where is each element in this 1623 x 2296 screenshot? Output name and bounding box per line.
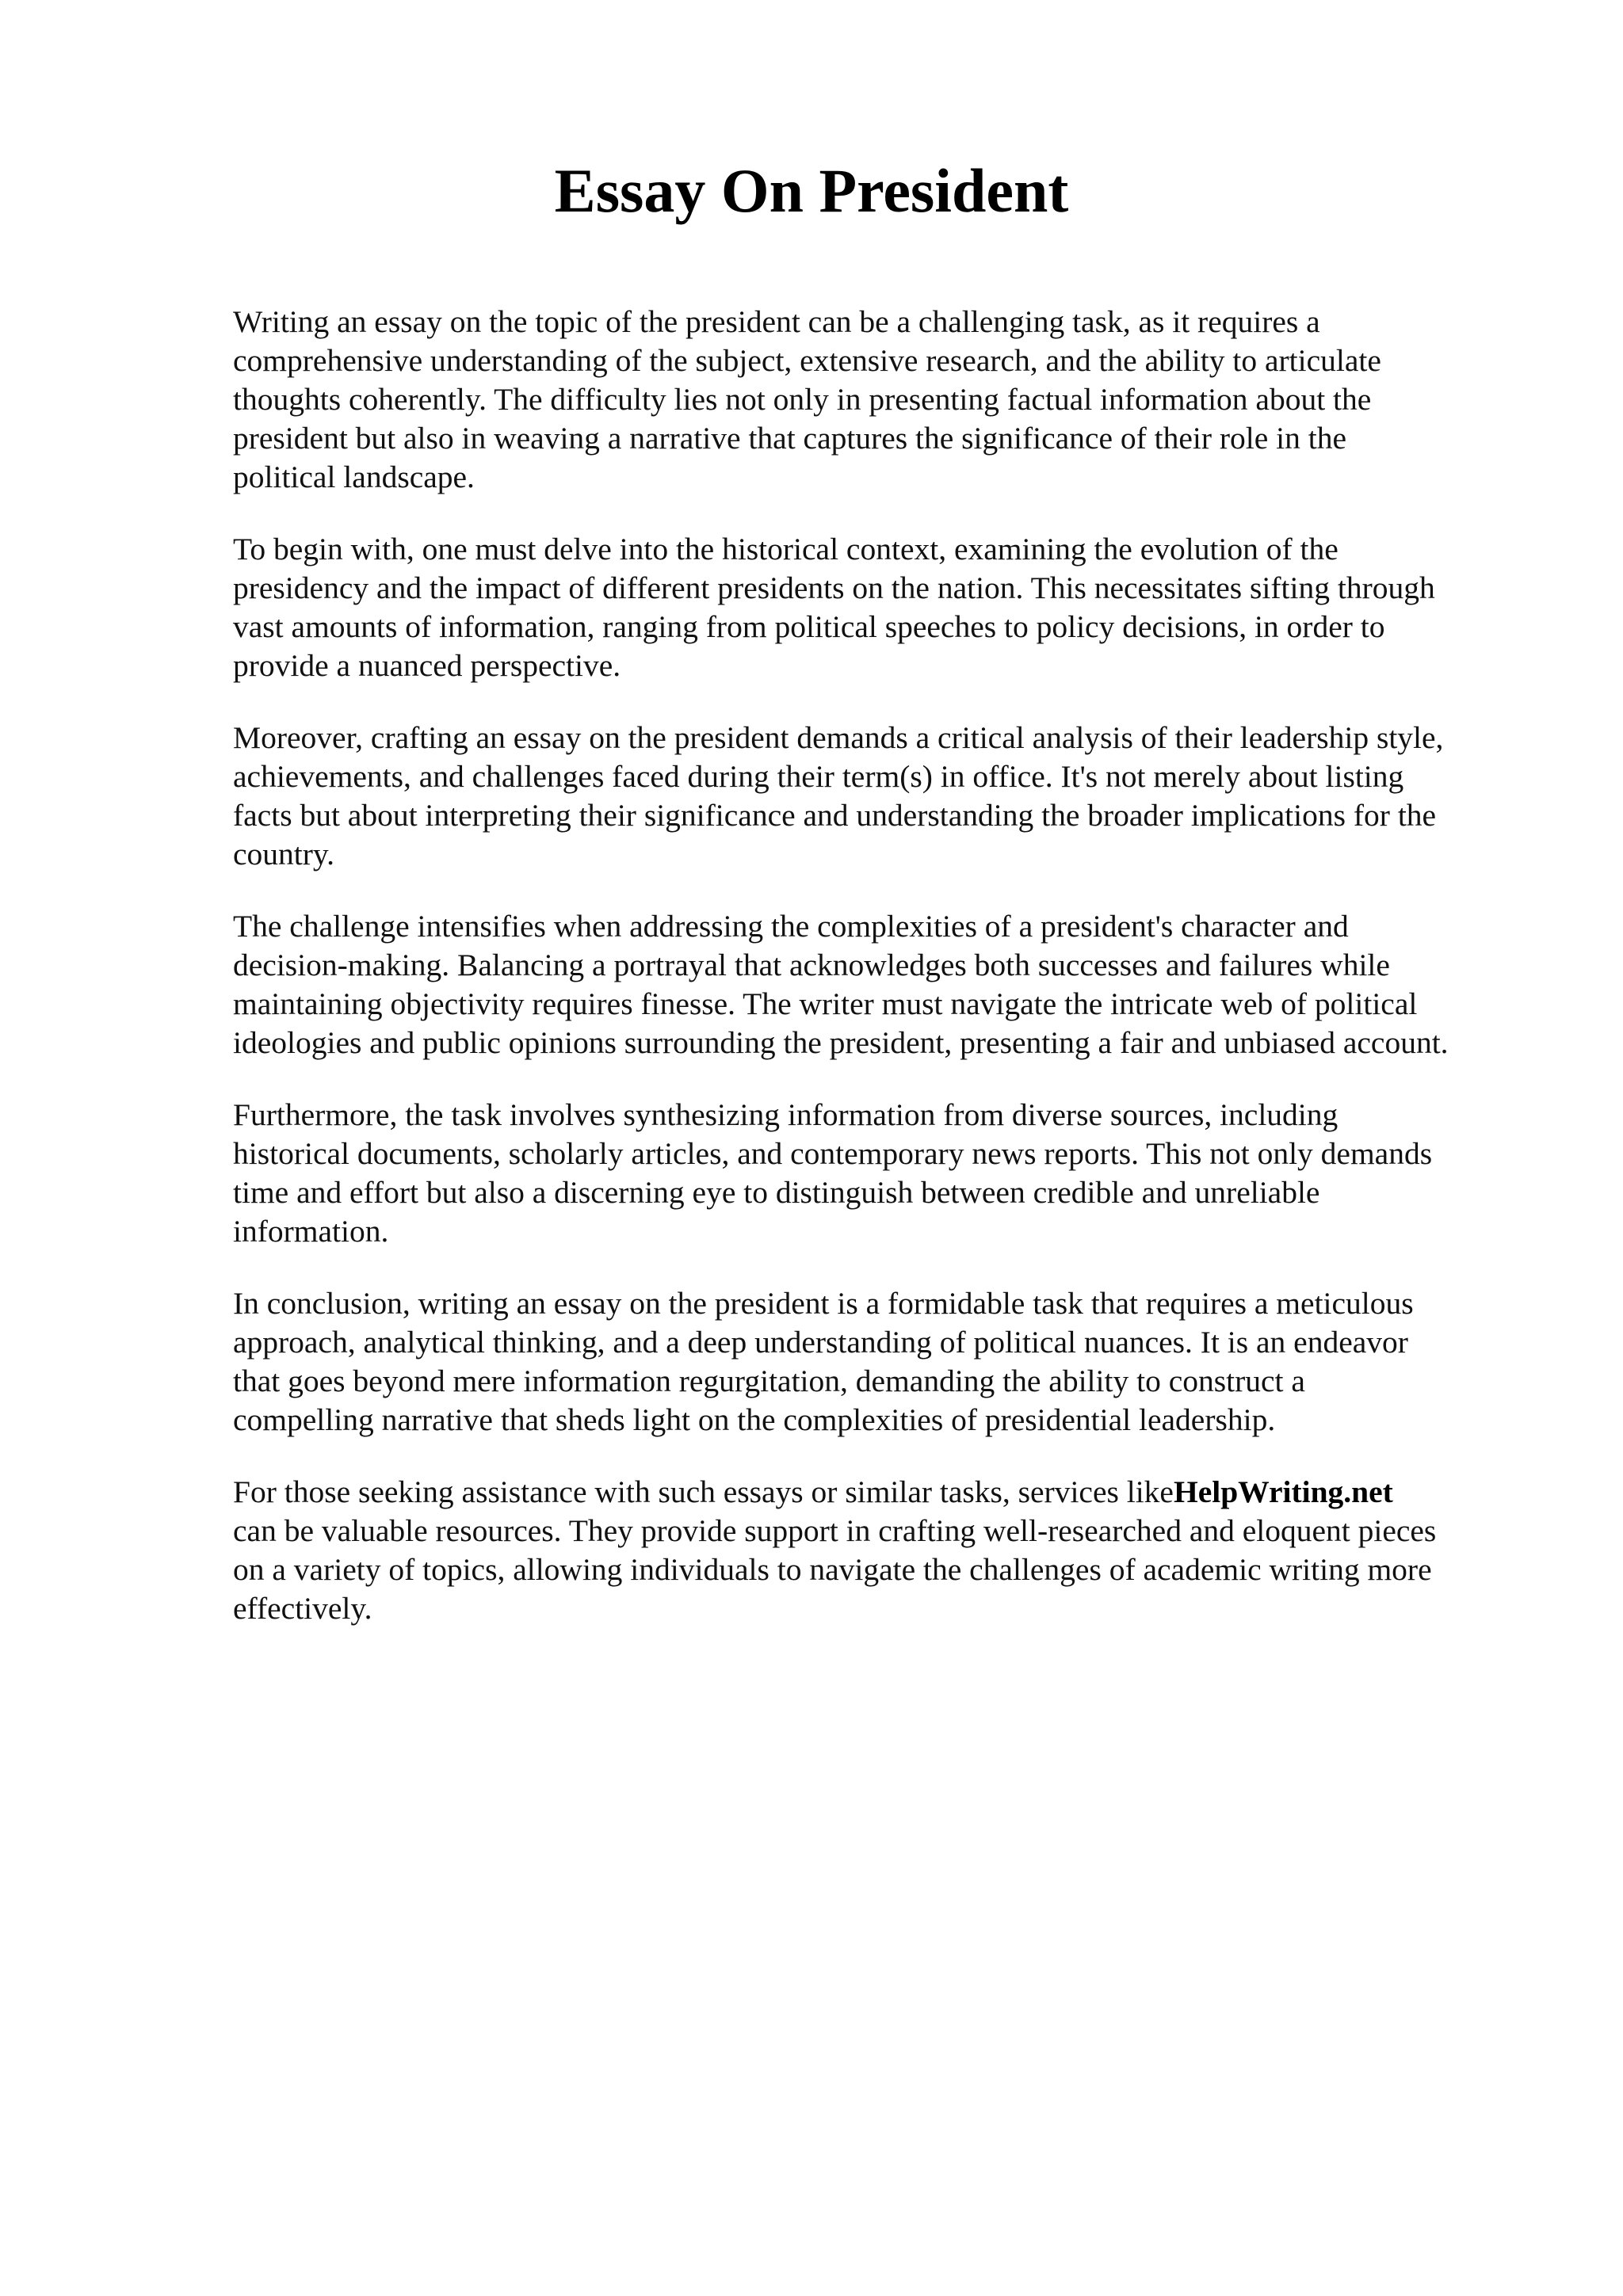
paragraph-line: provide a nuanced perspective. — [233, 648, 621, 683]
paragraph-line: presidency and the impact of different presidents on the nation. This necessitates sifting through — [233, 570, 1435, 605]
paragraph-line: vast amounts of information, ranging from political speeches to policy decisions, in order to — [233, 609, 1385, 644]
paragraph-line: country. — [233, 837, 334, 871]
page-title: Essay On President — [554, 156, 1069, 225]
paragraph-line: In conclusion, writing an essay on the president is a formidable task that requires a meticulous — [233, 1286, 1414, 1321]
paragraph-line: compelling narrative that sheds light on the complexities of presidential leadership. — [233, 1402, 1276, 1437]
paragraph-line: Writing an essay on the topic of the president can be a challenging task, as it requires a — [233, 304, 1320, 339]
paragraph-6 — [233, 1284, 1517, 1440]
paragraph-line: historical documents, scholarly articles, and contemporary news reports. This not only demands — [233, 1136, 1433, 1171]
paragraph-5 — [233, 1096, 1517, 1251]
brand-name: HelpWriting.net — [1173, 1474, 1393, 1509]
paragraph-line: effectively. — [233, 1591, 372, 1626]
paragraph-line: facts but about interpreting their significance and understanding the broader implications for the — [233, 798, 1437, 833]
paragraph-line: Furthermore, the task involves synthesizing information from diverse sources, including — [233, 1097, 1338, 1132]
paragraph-line: decision-making. Balancing a portrayal that acknowledges both successes and failures while — [233, 948, 1390, 982]
paragraph-line: president but also in weaving a narrative that captures the significance of their role in the — [233, 421, 1347, 456]
paragraph-4 — [233, 907, 1517, 1062]
essay-body — [233, 303, 1517, 1661]
closing-line-1 — [233, 1473, 1517, 1512]
paragraph-line: political landscape. — [233, 460, 475, 494]
paragraph-line: can be valuable resources. They provide support in crafting well-researched and eloquent pieces — [233, 1513, 1437, 1548]
paragraph-line: ideologies and public opinions surrounding the president, presenting a fair and unbiased account. — [233, 1025, 1449, 1060]
paragraph-3 — [233, 719, 1517, 874]
paragraph-line: on a variety of topics, allowing individuals to navigate the challenges of academic writing more — [233, 1552, 1432, 1587]
closing-paragraph — [233, 1473, 1517, 1628]
paragraph-1 — [233, 303, 1517, 497]
paragraph-line: Moreover, crafting an essay on the president demands a critical analysis of their leadership style, — [233, 720, 1444, 755]
paragraph-line: achievements, and challenges faced during their term(s) in office. It's not merely about listing — [233, 759, 1404, 794]
paragraph-line: The challenge intensifies when addressing the complexities of a president's character and — [233, 909, 1349, 944]
paragraph-line: time and effort but also a discerning eye to distinguish between credible and unreliable — [233, 1175, 1320, 1210]
paragraph-line: approach, analytical thinking, and a deep understanding of political nuances. It is an endeavor — [233, 1325, 1408, 1360]
closing-text: For those seeking assistance with such essays or similar tasks, services like — [233, 1474, 1174, 1509]
paragraph-line: that goes beyond mere information regurgitation, demanding the ability to construct a — [233, 1363, 1305, 1398]
paragraph-2 — [233, 530, 1517, 685]
paragraph-line: thoughts coherently. The difficulty lies not only in presenting factual information about the — [233, 382, 1372, 417]
paragraph-line: maintaining objectivity requires finesse. The writer must navigate the intricate web of political — [233, 986, 1418, 1021]
paragraph-line: information. — [233, 1214, 389, 1249]
paragraph-line: comprehensive understanding of the subject, extensive research, and the ability to articulate — [233, 343, 1381, 378]
paragraph-line: To begin with, one must delve into the historical context, examining the evolution of the — [233, 532, 1338, 566]
